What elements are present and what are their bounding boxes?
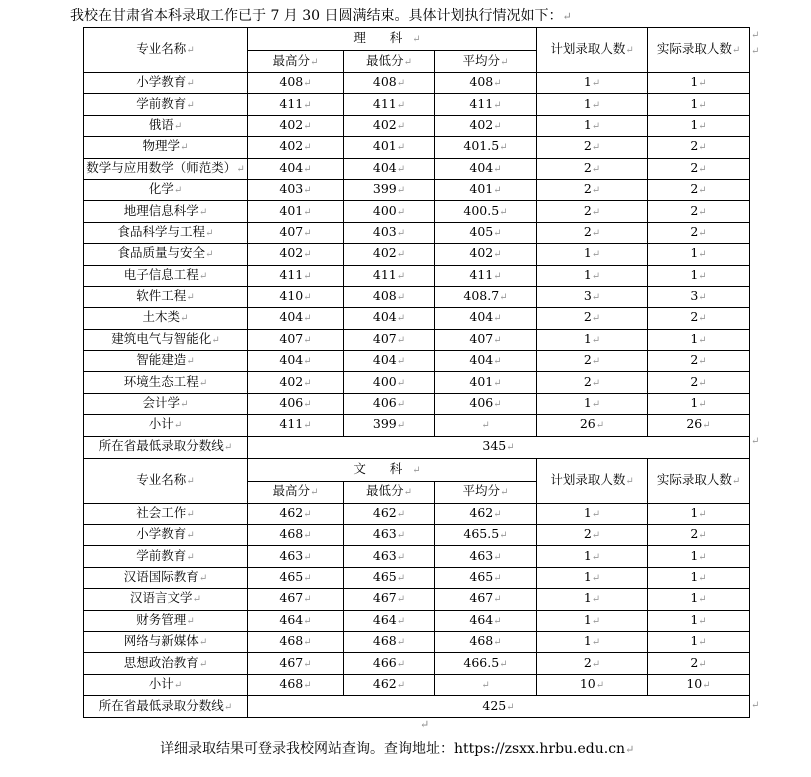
subtotal-min: 462↵ <box>344 674 435 695</box>
subtotal-min: 399↵ <box>344 415 435 436</box>
actual-count-cell: 2↵ <box>648 308 750 329</box>
plan-count-cell: 1↵ <box>537 546 648 567</box>
plan-count-cell: 2↵ <box>537 525 648 546</box>
avg-header: 平均分↵ <box>435 51 537 73</box>
table-row <box>84 653 750 674</box>
province-line-row <box>84 696 750 718</box>
major-header: 专业名称↵ <box>84 28 248 73</box>
table-row <box>84 393 750 414</box>
actual-count-cell: 1↵ <box>648 329 750 350</box>
table-row <box>84 329 750 350</box>
table-row <box>84 567 750 588</box>
avg-score-cell: 400.5↵ <box>435 201 537 222</box>
avg-score-cell: 408.7↵ <box>435 286 537 307</box>
province-line-label: 所在省最低录取分数线↵ <box>84 696 248 718</box>
avg-score-cell: 402↵ <box>435 115 537 136</box>
max-header: 最高分↵ <box>248 51 344 73</box>
actual-count-cell: 2↵ <box>648 201 750 222</box>
max-score-cell: 411↵ <box>248 265 344 286</box>
max-score-cell: 404↵ <box>248 351 344 372</box>
min-score-cell: 400↵ <box>344 201 435 222</box>
table-row <box>84 351 750 372</box>
plan-count-cell: 1↵ <box>537 73 648 94</box>
max-score-cell: 401↵ <box>248 201 344 222</box>
actual-count-cell: 1↵ <box>648 631 750 652</box>
avg-score-cell: 411↵ <box>435 265 537 286</box>
row-end-mark: ↵ <box>751 436 760 447</box>
row-end-mark: ↵ <box>751 46 760 57</box>
actual-count-cell: 2↵ <box>648 351 750 372</box>
actual-count-cell: 2↵ <box>648 222 750 243</box>
avg-score-cell: 408↵ <box>435 73 537 94</box>
min-score-cell: 463↵ <box>344 525 435 546</box>
major-cell: 物理学↵ <box>84 137 248 158</box>
major-cell: 小学教育↵ <box>84 73 248 94</box>
max-score-cell: 465↵ <box>248 567 344 588</box>
actual-count-cell: 1↵ <box>648 589 750 610</box>
min-score-cell: 465↵ <box>344 567 435 588</box>
min-score-cell: 411↵ <box>344 265 435 286</box>
plan-count-cell: 1↵ <box>537 244 648 265</box>
actual-count-cell: 1↵ <box>648 393 750 414</box>
plan-count-cell: 2↵ <box>537 179 648 200</box>
province-line-value: 425↵ <box>248 696 750 718</box>
subtotal-actual: 26↵ <box>648 415 750 436</box>
plan-count-cell: 1↵ <box>537 567 648 588</box>
min-score-cell: 464↵ <box>344 610 435 631</box>
avg-score-cell: 404↵ <box>435 158 537 179</box>
actual-header: 实际录取人数↵ <box>648 28 750 73</box>
subtotal-max: 468↵ <box>248 674 344 695</box>
plan-count-cell: 2↵ <box>537 308 648 329</box>
min-score-cell: 400↵ <box>344 372 435 393</box>
major-cell: 环境生态工程↵ <box>84 372 248 393</box>
admission-table-body <box>84 28 750 718</box>
min-score-cell: 407↵ <box>344 329 435 350</box>
avg-score-cell: 462↵ <box>435 503 537 524</box>
max-score-cell: 411↵ <box>248 94 344 115</box>
actual-count-cell: 1↵ <box>648 610 750 631</box>
max-header: 最高分↵ <box>248 481 344 503</box>
plan-count-cell: 2↵ <box>537 351 648 372</box>
subtotal-row <box>84 674 750 695</box>
major-cell: 食品质量与安全↵ <box>84 244 248 265</box>
table-row <box>84 631 750 652</box>
max-score-cell: 468↵ <box>248 525 344 546</box>
plan-count-cell: 1↵ <box>537 94 648 115</box>
table-row <box>84 308 750 329</box>
table-row <box>84 610 750 631</box>
avg-score-cell: 411↵ <box>435 94 537 115</box>
plan-count-cell: 1↵ <box>537 115 648 136</box>
max-score-cell: 403↵ <box>248 179 344 200</box>
major-cell: 学前教育↵ <box>84 546 248 567</box>
actual-count-cell: 1↵ <box>648 244 750 265</box>
min-score-cell: 404↵ <box>344 308 435 329</box>
major-cell: 软件工程↵ <box>84 286 248 307</box>
table-row <box>84 546 750 567</box>
max-score-cell: 467↵ <box>248 653 344 674</box>
min-score-cell: 408↵ <box>344 286 435 307</box>
subtotal-row <box>84 415 750 436</box>
table-row <box>84 73 750 94</box>
avg-score-cell: 404↵ <box>435 308 537 329</box>
max-score-cell: 467↵ <box>248 589 344 610</box>
table-row <box>84 201 750 222</box>
max-score-cell: 464↵ <box>248 610 344 631</box>
max-score-cell: 463↵ <box>248 546 344 567</box>
table-row <box>84 222 750 243</box>
major-cell: 电子信息工程↵ <box>84 265 248 286</box>
plan-count-cell: 2↵ <box>537 158 648 179</box>
avg-score-cell: 465↵ <box>435 567 537 588</box>
major-cell: 俄语↵ <box>84 115 248 136</box>
major-cell: 社会工作↵ <box>84 503 248 524</box>
avg-score-cell: 401.5↵ <box>435 137 537 158</box>
table-row <box>84 265 750 286</box>
min-score-cell: 468↵ <box>344 631 435 652</box>
avg-score-cell: 406↵ <box>435 393 537 414</box>
header-row <box>84 28 750 51</box>
table-row <box>84 137 750 158</box>
min-score-cell: 463↵ <box>344 546 435 567</box>
plan-count-cell: 1↵ <box>537 265 648 286</box>
table-row <box>84 244 750 265</box>
max-score-cell: 406↵ <box>248 393 344 414</box>
plan-count-cell: 1↵ <box>537 393 648 414</box>
avg-score-cell: 401↵ <box>435 372 537 393</box>
plan-header: 计划录取人数↵ <box>537 28 648 73</box>
table-row <box>84 525 750 546</box>
table-row <box>84 372 750 393</box>
table-row <box>84 94 750 115</box>
subtotal-max: 411↵ <box>248 415 344 436</box>
plan-count-cell: 2↵ <box>537 653 648 674</box>
avg-score-cell: 404↵ <box>435 351 537 372</box>
major-cell: 汉语言文学↵ <box>84 589 248 610</box>
plan-count-cell: 1↵ <box>537 631 648 652</box>
table-row <box>84 589 750 610</box>
max-score-cell: 404↵ <box>248 308 344 329</box>
subtotal-plan: 10↵ <box>537 674 648 695</box>
footer-text: 详细录取结果可登录我校网站查询。查询地址：https://zsxx.hrbu.edu.cn↵ <box>160 741 635 757</box>
min-score-cell: 408↵ <box>344 73 435 94</box>
plan-count-cell: 1↵ <box>537 329 648 350</box>
actual-count-cell: 2↵ <box>648 137 750 158</box>
actual-count-cell: 1↵ <box>648 265 750 286</box>
max-score-cell: 407↵ <box>248 329 344 350</box>
admission-table <box>83 27 750 718</box>
major-cell: 网络与新媒体↵ <box>84 631 248 652</box>
header-row <box>84 458 750 481</box>
plan-count-cell: 2↵ <box>537 372 648 393</box>
max-score-cell: 407↵ <box>248 222 344 243</box>
major-cell: 智能建造↵ <box>84 351 248 372</box>
plan-count-cell: 1↵ <box>537 589 648 610</box>
max-score-cell: 404↵ <box>248 158 344 179</box>
row-end-mark: ↵ <box>751 30 760 41</box>
province-line-label: 所在省最低录取分数线↵ <box>84 436 248 458</box>
major-header: 专业名称↵ <box>84 458 248 503</box>
subtotal-label: 小计↵ <box>84 674 248 695</box>
actual-count-cell: 1↵ <box>648 567 750 588</box>
actual-count-cell: 2↵ <box>648 372 750 393</box>
max-score-cell: 402↵ <box>248 372 344 393</box>
actual-count-cell: 1↵ <box>648 503 750 524</box>
avg-score-cell: 407↵ <box>435 329 537 350</box>
min-score-cell: 403↵ <box>344 222 435 243</box>
major-cell: 汉语国际教育↵ <box>84 567 248 588</box>
subtotal-label: 小计↵ <box>84 415 248 436</box>
major-cell: 学前教育↵ <box>84 94 248 115</box>
max-score-cell: 408↵ <box>248 73 344 94</box>
table-row <box>84 179 750 200</box>
table-row <box>84 158 750 179</box>
min-header: 最低分↵ <box>344 481 435 503</box>
avg-score-cell: 466.5↵ <box>435 653 537 674</box>
actual-count-cell: 2↵ <box>648 179 750 200</box>
section-label: 理 科↵ <box>248 28 537 51</box>
avg-score-cell: 463↵ <box>435 546 537 567</box>
paragraph-mark: ↵ <box>420 718 430 731</box>
major-cell: 土木类↵ <box>84 308 248 329</box>
plan-count-cell: 1↵ <box>537 503 648 524</box>
actual-count-cell: 1↵ <box>648 73 750 94</box>
avg-header: 平均分↵ <box>435 481 537 503</box>
max-score-cell: 402↵ <box>248 115 344 136</box>
actual-count-cell: 2↵ <box>648 158 750 179</box>
major-cell: 化学↵ <box>84 179 248 200</box>
subtotal-avg: ↵ <box>435 415 537 436</box>
major-cell: 食品科学与工程↵ <box>84 222 248 243</box>
plan-count-cell: 2↵ <box>537 201 648 222</box>
min-score-cell: 406↵ <box>344 393 435 414</box>
avg-score-cell: 401↵ <box>435 179 537 200</box>
plan-header: 计划录取人数↵ <box>537 458 648 503</box>
actual-count-cell: 1↵ <box>648 94 750 115</box>
intro-text: 我校在甘肃省本科录取工作已于 7 月 30 日圆满结束。具体计划执行情况如下：↵ <box>70 8 572 24</box>
table-row <box>84 115 750 136</box>
major-cell: 思想政治教育↵ <box>84 653 248 674</box>
max-score-cell: 410↵ <box>248 286 344 307</box>
min-score-cell: 467↵ <box>344 589 435 610</box>
actual-header: 实际录取人数↵ <box>648 458 750 503</box>
avg-score-cell: 464↵ <box>435 610 537 631</box>
subtotal-plan: 26↵ <box>537 415 648 436</box>
row-end-mark: ↵ <box>751 700 760 711</box>
min-score-cell: 404↵ <box>344 351 435 372</box>
avg-score-cell: 468↵ <box>435 631 537 652</box>
plan-count-cell: 2↵ <box>537 222 648 243</box>
max-score-cell: 462↵ <box>248 503 344 524</box>
plan-count-cell: 1↵ <box>537 610 648 631</box>
province-line-value: 345↵ <box>248 436 750 458</box>
major-cell: 会计学↵ <box>84 393 248 414</box>
avg-score-cell: 402↵ <box>435 244 537 265</box>
plan-count-cell: 3↵ <box>537 286 648 307</box>
major-cell: 地理信息科学↵ <box>84 201 248 222</box>
min-score-cell: 399↵ <box>344 179 435 200</box>
subtotal-avg: ↵ <box>435 674 537 695</box>
major-cell: 建筑电气与智能化↵ <box>84 329 248 350</box>
table-row <box>84 503 750 524</box>
major-cell: 小学教育↵ <box>84 525 248 546</box>
max-score-cell: 468↵ <box>248 631 344 652</box>
avg-score-cell: 467↵ <box>435 589 537 610</box>
min-score-cell: 402↵ <box>344 115 435 136</box>
min-score-cell: 466↵ <box>344 653 435 674</box>
plan-count-cell: 2↵ <box>537 137 648 158</box>
min-score-cell: 411↵ <box>344 94 435 115</box>
min-score-cell: 404↵ <box>344 158 435 179</box>
min-header: 最低分↵ <box>344 51 435 73</box>
subtotal-actual: 10↵ <box>648 674 750 695</box>
min-score-cell: 401↵ <box>344 137 435 158</box>
section-label: 文 科↵ <box>248 458 537 481</box>
max-score-cell: 402↵ <box>248 244 344 265</box>
min-score-cell: 462↵ <box>344 503 435 524</box>
actual-count-cell: 2↵ <box>648 525 750 546</box>
major-cell: 数学与应用数学（师范类）↵ <box>84 158 248 179</box>
max-score-cell: 402↵ <box>248 137 344 158</box>
min-score-cell: 402↵ <box>344 244 435 265</box>
actual-count-cell: 1↵ <box>648 546 750 567</box>
major-cell: 财务管理↵ <box>84 610 248 631</box>
province-line-row <box>84 436 750 458</box>
actual-count-cell: 2↵ <box>648 653 750 674</box>
table-row <box>84 286 750 307</box>
actual-count-cell: 1↵ <box>648 115 750 136</box>
avg-score-cell: 405↵ <box>435 222 537 243</box>
actual-count-cell: 3↵ <box>648 286 750 307</box>
avg-score-cell: 465.5↵ <box>435 525 537 546</box>
